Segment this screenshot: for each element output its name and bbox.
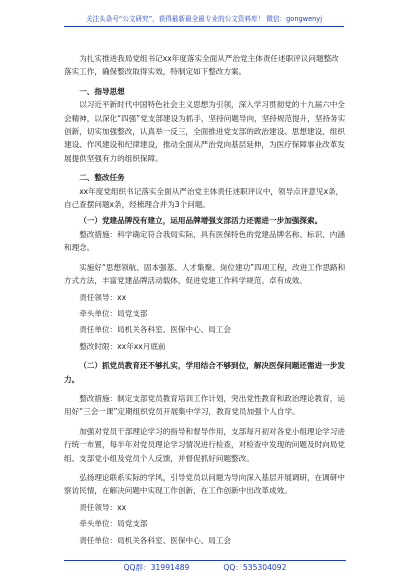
- item-1-title: （一）党建品牌没有建立，运用品牌增强支部活力还需进一步加强探索。: [79, 216, 323, 226]
- item-1-responsible-units: 责任单位：局机关各科室、医保中心、局工会: [79, 325, 232, 335]
- item-1-lead-unit: 牵头单位：局党支部: [79, 308, 148, 318]
- item-2-responsible-units: 责任单位：局机关各科室、医保中心、局工会: [79, 535, 232, 545]
- item-1-responsible-leader: 责任领导：xx: [79, 292, 127, 302]
- item-2-measures: 整改措施：制定支部党员教育培训工作计划，突出党性教育和政治理论教育，运用好“三会一课”定期组织党员开展集中学习，教育党员加强个人自学。: [64, 393, 345, 417]
- rectification-tasks-paragraph: xx年度党组织书记落实全面从严治党主体责任述职评议中，领导点评意见x条，自己查摆问题x条，经梳理合并为3个问题。: [64, 186, 344, 210]
- item-1-detail: 实施好“思想领航、固本强基、人才集聚、岗位建功”四项工程，改进工作思路和方式方法，丰富党建品牌活动载体，促进党建工作科学规范、卓有成效。: [64, 262, 346, 286]
- page-header-banner: 关注头条号“公文研究”，获得最新最全最专业的公文资料库！ 微信：gongwenyj: [64, 12, 344, 27]
- section-heading-guiding-thought: 一、指导思想: [79, 86, 125, 96]
- item-2-responsible-leader: 责任领导：xx: [79, 502, 127, 512]
- guiding-thought-paragraph: 以习近平新时代中国特色社会主义思想为引领，深入学习贯彻党的十九届六中全会精神，以深化“四强”党支部建设为抓手，坚持问题导向，坚持规范提升，坚持务实创新，切实加强整改，认真举一反三，全面推进党支部的政治建设、思想建设、组织建设、作风建设和纪律建设，推动全面从严治党向基层延伸，为医疗保障事业改革发展提供坚强有力的组织保障。: [64, 100, 346, 163]
- intro-paragraph: 为扎实推进我局党组书记xx年度落实全面从严治党主体责任述职评议问题整改落实工作，确保整改取得实效，特制定如下整改方案。: [64, 54, 339, 77]
- section-heading-rectification-tasks: 二、整改任务: [79, 173, 125, 183]
- item-2-detail-1: 加强对党员干部理论学习的指导和督导作用，支部每月初对各党小组理论学习进行统一布置，每半年对党员理论学习情况进行检查，对检查中发现的问题及时向局党组、支部党小组及党员个人反馈，并督促抓好问题整改。: [64, 426, 345, 463]
- item-2-lead-unit: 牵头单位：局党支部: [79, 519, 148, 529]
- item-1-measures: 整改措施：科学确定符合我局实际，具有医保特色的党建品牌名称、标识、内涵和理念。: [64, 229, 345, 253]
- item-2-detail-2: 弘扬理论联系实际的学风，引导党员以问题为导向深入基层开展调研，在调研中察访民情，在解决问题中实现工作创新，在工作创新中出改革成效。: [64, 472, 345, 496]
- item-1-deadline: 整改时限：xx年xx月底前: [79, 341, 166, 351]
- document-body: [64, 52, 346, 547]
- item-2-title: （二）抓党员教育还不够扎实，学用结合不够到位，解决医保问题还需进一步发力。: [64, 361, 345, 384]
- page-footer: [64, 560, 346, 573]
- footer-qq: QQ：535304092: [223, 563, 287, 572]
- footer-qq-group: QQ群：31991489: [123, 563, 190, 572]
